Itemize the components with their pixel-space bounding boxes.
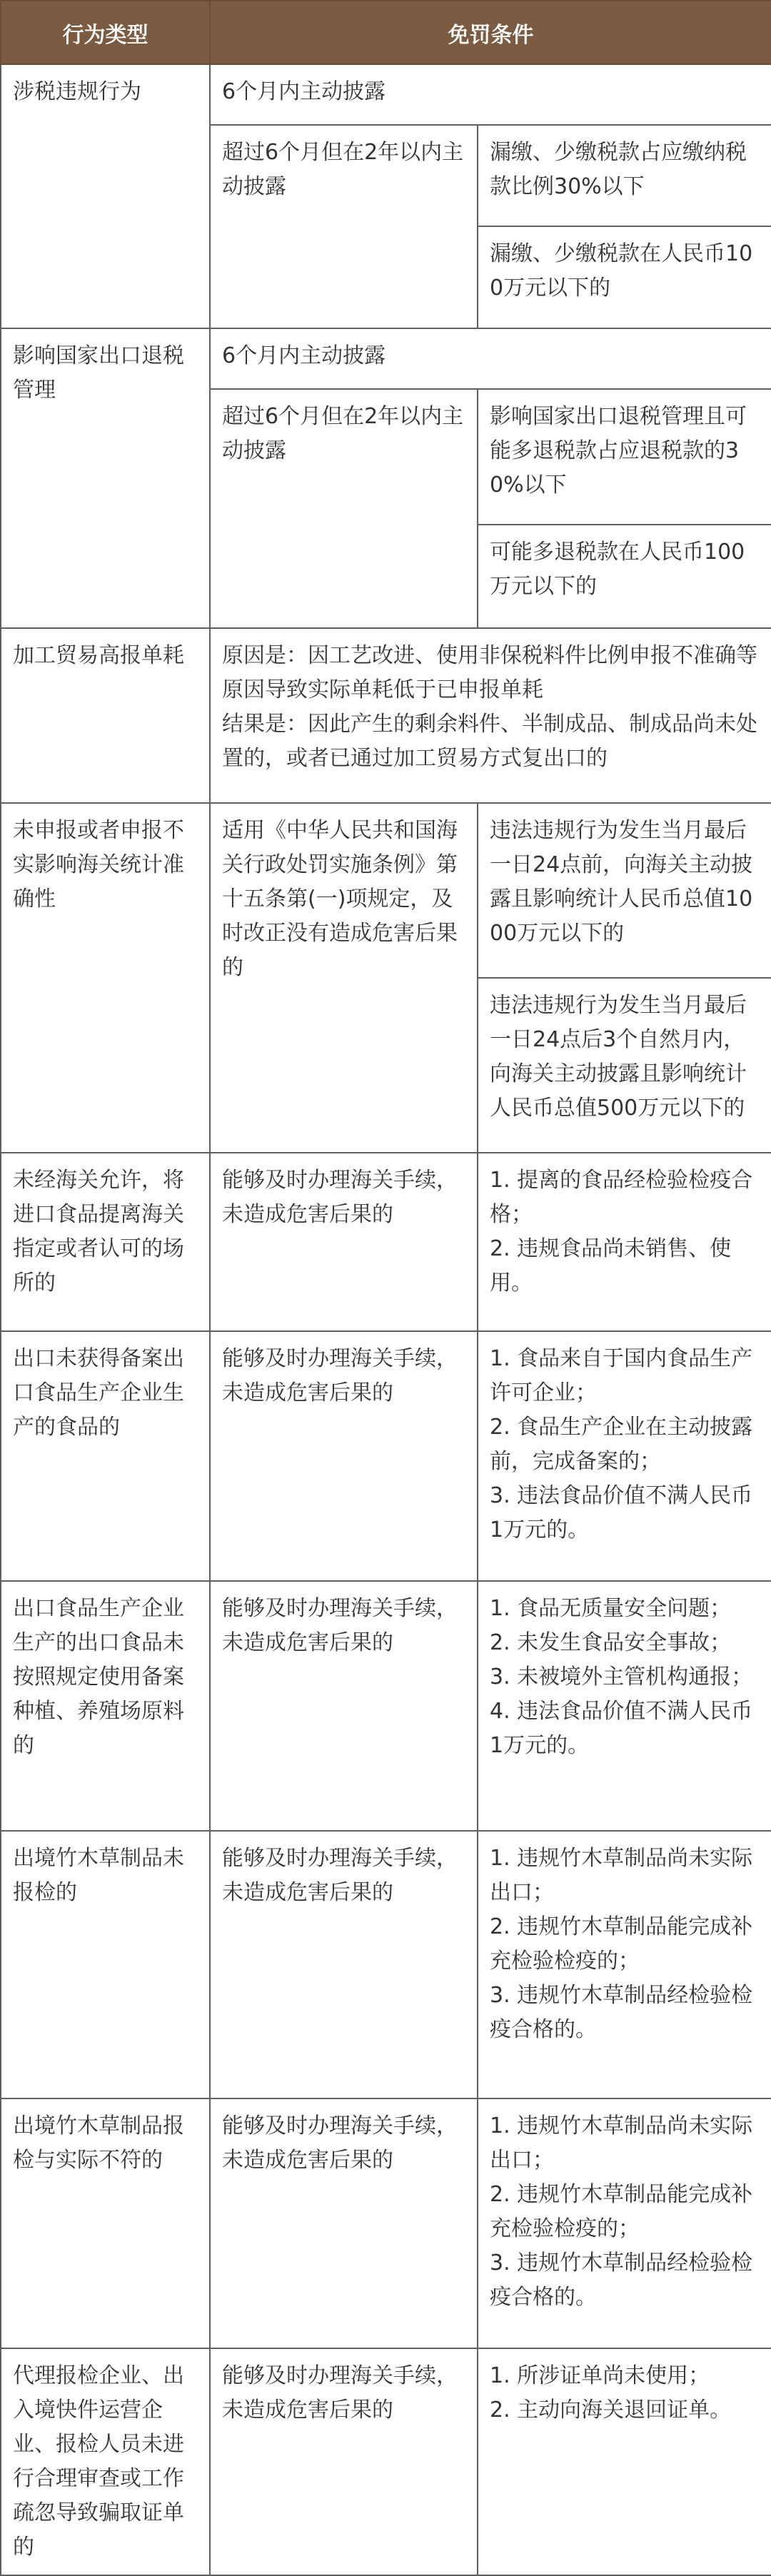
- list-item: 2. 违规食品尚未销售、使用。: [490, 1236, 732, 1295]
- table-row: [1, 2098, 771, 2348]
- list-item: 1. 提离的食品经检验检疫合格；: [490, 1168, 753, 1227]
- row-condition: 能够及时办理海关手续，未造成危害后果的: [210, 1331, 478, 1581]
- row-items: [478, 2098, 771, 2348]
- table-row: [1, 1153, 771, 1331]
- row-subcondition: 影响国家出口退税管理且可能多退税款占应退税款的30%以下: [478, 389, 771, 525]
- list-item: 2. 违规竹木草制品能完成补充检验检疫的；: [490, 2182, 753, 2241]
- row-category: 涉税违规行为: [1, 64, 210, 328]
- table-row: [1, 64, 771, 125]
- list-item: 1. 食品来自于国内食品生产许可企业；: [490, 1346, 753, 1405]
- table-row: [1, 328, 771, 389]
- row-condition: [210, 628, 771, 803]
- list-item: 2. 食品生产企业在主动披露前，完成备案的；: [490, 1415, 753, 1474]
- reason-text: 原因是：因工艺改进、使用非保税料件比例申报不准确等原因导致实际单耗低于已申报单耗: [222, 643, 757, 702]
- row-condition: 能够及时办理海关手续，未造成危害后果的: [210, 1153, 478, 1331]
- header-category: 行为类型: [1, 1, 210, 64]
- list-item: 3. 违法食品价值不满人民币1万元的。: [490, 1483, 753, 1542]
- row-subcondition: 漏缴、少缴税款在人民币100万元以下的: [478, 226, 771, 328]
- row-category: 出境竹木草制品报检与实际不符的: [1, 2098, 210, 2348]
- row-category: 加工贸易高报单耗: [1, 628, 210, 803]
- list-item: 4. 违法食品价值不满人民币1万元的。: [490, 1699, 753, 1758]
- row-category: 未经海关允许，将进口食品提离海关指定或者认可的场所的: [1, 1153, 210, 1331]
- list-item: 3. 未被境外主管机构通报；: [490, 1665, 753, 1689]
- row-condition: 能够及时办理海关手续，未造成危害后果的: [210, 1831, 478, 2098]
- row-condition: 超过6个月但在2年以内主动披露: [210, 125, 478, 328]
- row-condition: 6个月内主动披露: [210, 64, 771, 125]
- row-subcondition: 漏缴、少缴税款占应缴纳税款比例30%以下: [478, 125, 771, 226]
- row-condition: 能够及时办理海关手续，未造成危害后果的: [210, 1581, 478, 1831]
- row-category: 代理报检企业、出入境快件运营企业、报检人员未进行合理审查或工作疏忽导致骗取证单的: [1, 2348, 210, 2575]
- row-items: [478, 2348, 771, 2575]
- row-condition: 适用《中华人民共和国海关行政处罚实施条例》第十五条第(一)项规定，及时改正没有造成危害后果的: [210, 803, 478, 1153]
- list-item: 2. 未发生食品安全事故；: [490, 1630, 732, 1655]
- row-category: 出口未获得备案出口食品生产企业生产的食品的: [1, 1331, 210, 1581]
- header-row: [1, 1, 771, 64]
- row-condition: 6个月内主动披露: [210, 328, 771, 389]
- row-category: 出口食品生产企业生产的出口食品未按照规定使用备案种植、养殖场原料的: [1, 1581, 210, 1831]
- list-item: 1. 违规竹木草制品尚未实际出口；: [490, 1846, 753, 1905]
- row-subcondition: 可能多退税款在人民币100万元以下的: [478, 525, 771, 628]
- table-row: [1, 628, 771, 803]
- list-item: 3. 违规竹木草制品经检验检疫合格的。: [490, 2251, 753, 2310]
- result-text: 结果是：因此产生的剩余料件、半制成品、制成品尚未处置的，或者已通过加工贸易方式复出口的: [222, 712, 757, 771]
- row-subcondition: 违法违规行为发生当月最后一日24点前，向海关主动披露且影响统计人民币总值1000万元以下的: [478, 803, 771, 978]
- table-row: [1, 803, 771, 978]
- list-item: 1. 食品无质量安全问题；: [490, 1596, 732, 1621]
- list-item: 2. 主动向海关退回证单。: [490, 2398, 732, 2423]
- row-items: [478, 1331, 771, 1581]
- table-row: [1, 1581, 771, 1831]
- table-row: [1, 2348, 771, 2575]
- list-item: 2. 违规竹木草制品能完成补充检验检疫的；: [490, 1914, 753, 1974]
- list-item: 1. 所涉证单尚未使用；: [490, 2363, 710, 2388]
- row-items: [478, 1153, 771, 1331]
- table-row: [1, 1331, 771, 1581]
- row-items: [478, 1581, 771, 1831]
- row-condition: 能够及时办理海关手续，未造成危害后果的: [210, 2098, 478, 2348]
- list-item: 3. 违规竹木草制品经检验检疫合格的。: [490, 1983, 753, 2042]
- row-condition: 能够及时办理海关手续，未造成危害后果的: [210, 2348, 478, 2575]
- row-subcondition: 违法违规行为发生当月最后一日24点后3个自然月内，向海关主动披露且影响统计人民币总值500万元以下的: [478, 978, 771, 1153]
- table-row: [1, 1831, 771, 2098]
- list-item: 1. 违规竹木草制品尚未实际出口；: [490, 2113, 753, 2173]
- row-category: 影响国家出口退税管理: [1, 328, 210, 628]
- row-items: [478, 1831, 771, 2098]
- row-category: 未申报或者申报不实影响海关统计准确性: [1, 803, 210, 1153]
- row-category: 出境竹木草制品未报检的: [1, 1831, 210, 2098]
- row-condition: 超过6个月但在2年以内主动披露: [210, 389, 478, 628]
- header-conditions: 免罚条件: [210, 1, 771, 64]
